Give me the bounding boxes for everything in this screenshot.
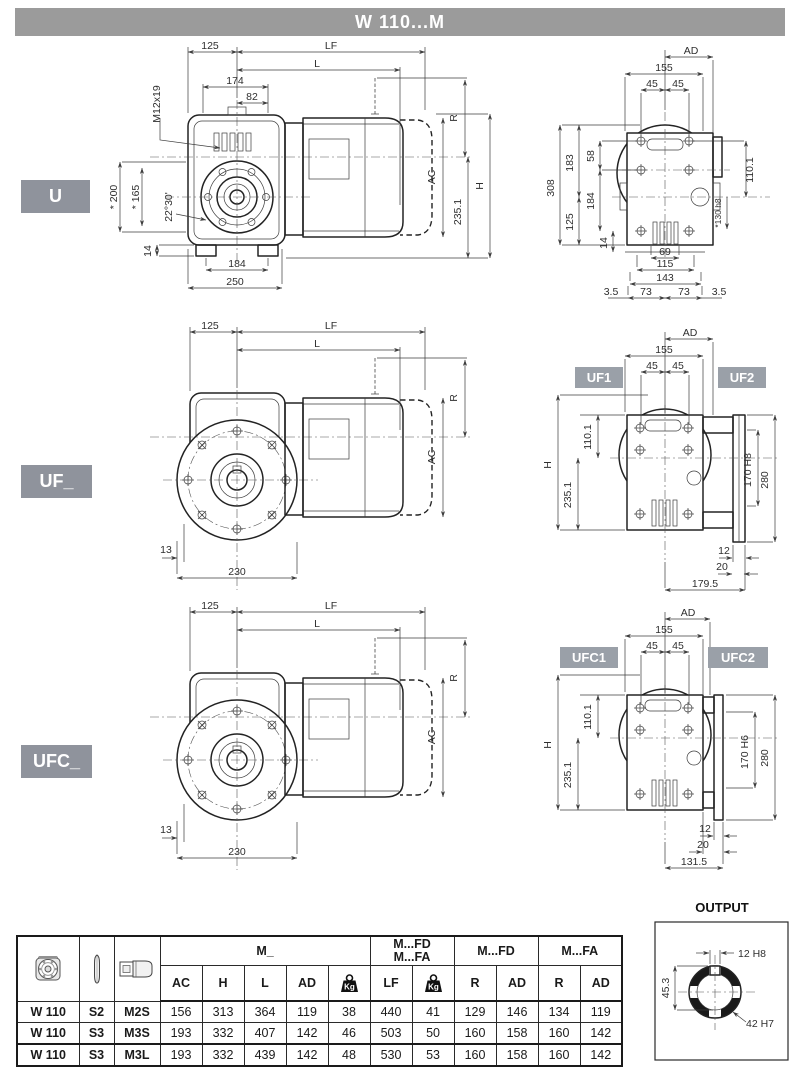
svg-text:155: 155 <box>655 624 673 636</box>
svg-text:170 H6: 170 H6 <box>739 735 751 769</box>
cell: 129 <box>454 1001 496 1023</box>
svg-text:174: 174 <box>226 75 244 87</box>
cell: 364 <box>244 1001 286 1023</box>
svg-text:115: 115 <box>656 258 674 270</box>
svg-text:AC: AC <box>426 169 438 185</box>
svg-text:LF: LF <box>324 320 338 332</box>
table-group-header-row <box>17 936 622 966</box>
group-header-mfa: M...FA <box>538 936 622 966</box>
svg-text:125: 125 <box>564 213 576 231</box>
cell: S3 <box>79 1044 114 1066</box>
svg-text:45: 45 <box>646 78 658 90</box>
gearbox-icon <box>17 936 79 1001</box>
svg-text:H: H <box>542 741 554 749</box>
svg-text:131.5: 131.5 <box>680 856 708 868</box>
col-ad2: AD <box>496 966 538 1002</box>
cell: 142 <box>286 1023 328 1045</box>
svg-text:45: 45 <box>672 78 684 90</box>
svg-text:R: R <box>448 114 460 122</box>
svg-text:20: 20 <box>697 839 709 851</box>
svg-text:230: 230 <box>228 566 246 578</box>
svg-text:AC: AC <box>426 729 438 745</box>
svg-text:H: H <box>542 461 554 469</box>
output-shaft-detail <box>630 895 800 1075</box>
svg-text:308: 308 <box>545 179 557 197</box>
svg-text:230: 230 <box>228 846 246 858</box>
svg-text:125: 125 <box>201 40 219 52</box>
col-r2: R <box>538 966 580 1002</box>
cell: 41 <box>412 1001 454 1023</box>
svg-text:155: 155 <box>655 62 673 74</box>
cell: 142 <box>580 1044 622 1066</box>
motor-side-view <box>285 78 432 237</box>
svg-text:235.1: 235.1 <box>452 198 464 226</box>
svg-text:R: R <box>448 394 460 402</box>
cell: 38 <box>328 1001 370 1023</box>
cell: 119 <box>286 1001 328 1023</box>
cell: 332 <box>202 1023 244 1045</box>
svg-text:183: 183 <box>564 154 576 172</box>
svg-text:LF: LF <box>324 40 338 52</box>
group-header-mfd: M...FD <box>454 936 538 966</box>
svg-text:143: 143 <box>656 272 674 284</box>
svg-text:184: 184 <box>585 192 597 210</box>
cell: 407 <box>244 1023 286 1045</box>
cell: W 110 <box>17 1001 79 1023</box>
cell: 160 <box>538 1023 580 1045</box>
col-l: L <box>244 966 286 1002</box>
u-side-dimensions <box>108 40 490 288</box>
svg-text:110.1: 110.1 <box>582 424 594 450</box>
cell: S2 <box>79 1001 114 1023</box>
cell: M3L <box>114 1044 160 1066</box>
svg-text:LF: LF <box>324 600 338 612</box>
svg-text:184: 184 <box>228 258 246 270</box>
svg-text:45: 45 <box>672 360 684 372</box>
section-label-ufc: UFC_ <box>21 745 92 778</box>
cell: 160 <box>538 1044 580 1066</box>
svg-text:* 200: * 200 <box>108 184 120 210</box>
worm-shaft-icon <box>79 936 114 1001</box>
motor-icon <box>114 936 160 1001</box>
col-ad3: AD <box>580 966 622 1002</box>
cell: M3S <box>114 1023 160 1045</box>
cell: 53 <box>412 1044 454 1066</box>
group-header-mfd-line: M...FD <box>393 937 431 951</box>
dimension-table <box>16 935 623 1067</box>
section-label-uf: UF_ <box>21 465 92 498</box>
cell: 156 <box>160 1001 202 1023</box>
cell: 158 <box>496 1023 538 1045</box>
svg-text:58: 58 <box>585 150 597 162</box>
group-header-mfa-line: M...FA <box>393 950 431 964</box>
svg-text:Kg: Kg <box>427 982 439 991</box>
tag-ufc1: UFC1 <box>560 647 618 668</box>
group-header-mfd-mfa <box>370 936 454 966</box>
group-header-m: M_ <box>160 936 370 966</box>
weight-kg-icon <box>328 966 370 1002</box>
svg-text:155: 155 <box>655 344 673 356</box>
svg-text:AC: AC <box>426 449 438 465</box>
col-lf: LF <box>370 966 412 1002</box>
table-row <box>17 1044 622 1066</box>
svg-text:12 H8: 12 H8 <box>738 948 767 960</box>
u-version-drawing <box>0 38 800 312</box>
cell: 46 <box>328 1023 370 1045</box>
svg-text:45.3: 45.3 <box>660 977 672 999</box>
svg-text:250: 250 <box>226 276 244 288</box>
page-title: W 110...M <box>15 8 785 36</box>
svg-text:AD: AD <box>682 327 698 339</box>
col-h: H <box>202 966 244 1002</box>
cell: 142 <box>580 1023 622 1045</box>
svg-text:170 H8: 170 H8 <box>742 453 754 487</box>
cell: 332 <box>202 1044 244 1066</box>
table-row <box>17 1001 622 1023</box>
svg-text:110.1: 110.1 <box>582 704 594 730</box>
svg-text:280: 280 <box>759 471 771 489</box>
cell: 119 <box>580 1001 622 1023</box>
svg-text:45: 45 <box>646 360 658 372</box>
cell: 313 <box>202 1001 244 1023</box>
svg-text:3.5: 3.5 <box>711 286 727 298</box>
svg-text:280: 280 <box>759 749 771 767</box>
svg-text:14: 14 <box>598 237 610 249</box>
cell: 160 <box>454 1023 496 1045</box>
table-row <box>17 1023 622 1045</box>
gearbox-front-view-uf <box>610 405 780 560</box>
output-title: OUTPUT <box>695 899 749 915</box>
cell: 503 <box>370 1023 412 1045</box>
cell: 530 <box>370 1044 412 1066</box>
svg-text:13: 13 <box>160 824 172 836</box>
cell: 158 <box>496 1044 538 1066</box>
cell: 134 <box>538 1001 580 1023</box>
svg-text:125: 125 <box>201 600 219 612</box>
svg-text:L: L <box>314 338 320 350</box>
svg-text:12: 12 <box>699 823 711 835</box>
svg-text:L: L <box>314 618 320 630</box>
gearbox-front-view-ufc <box>610 685 780 840</box>
cell: 48 <box>328 1044 370 1066</box>
svg-text:235.1: 235.1 <box>562 481 574 509</box>
svg-text:45: 45 <box>672 640 684 652</box>
svg-text:20: 20 <box>716 561 728 573</box>
cell: 440 <box>370 1001 412 1023</box>
cell: W 110 <box>17 1044 79 1066</box>
svg-text:M12x19: M12x19 <box>151 85 163 123</box>
cell: S3 <box>79 1023 114 1045</box>
svg-text:13: 13 <box>160 544 172 556</box>
cell: 50 <box>412 1023 454 1045</box>
uf-version-drawing <box>0 318 800 600</box>
tag-uf1: UF1 <box>575 367 623 388</box>
cell: W 110 <box>17 1023 79 1045</box>
col-ad: AD <box>286 966 328 1002</box>
svg-text:69: 69 <box>659 246 671 258</box>
tag-ufc2: UFC2 <box>708 647 768 668</box>
svg-text:L: L <box>314 58 320 70</box>
cell: 193 <box>160 1044 202 1066</box>
svg-text:14: 14 <box>142 245 154 257</box>
tag-uf2: UF2 <box>718 367 766 388</box>
cell: 193 <box>160 1023 202 1045</box>
cell: 142 <box>286 1044 328 1066</box>
svg-text:22°30': 22°30' <box>163 192 175 222</box>
cell: 439 <box>244 1044 286 1066</box>
svg-text:H: H <box>474 182 486 190</box>
weight-kg-icon <box>412 966 454 1002</box>
col-r1: R <box>454 966 496 1002</box>
svg-text:AD: AD <box>680 607 696 619</box>
svg-text:110.1: 110.1 <box>744 157 756 183</box>
col-ac: AC <box>160 966 202 1002</box>
svg-text:3.5: 3.5 <box>603 286 619 298</box>
cell: 146 <box>496 1001 538 1023</box>
svg-text:235.1: 235.1 <box>562 761 574 789</box>
cell: 160 <box>454 1044 496 1066</box>
svg-text:179.5: 179.5 <box>691 578 719 590</box>
svg-text:42 H7: 42 H7 <box>746 1018 775 1030</box>
gearbox-flange-side-view <box>150 390 472 590</box>
svg-text:R: R <box>448 674 460 682</box>
svg-text:*130 h8: *130 h8 <box>713 198 723 228</box>
svg-text:73: 73 <box>678 286 690 298</box>
svg-text:125: 125 <box>201 320 219 332</box>
cell: M2S <box>114 1001 160 1023</box>
svg-text:* 165: * 165 <box>130 184 142 210</box>
svg-text:45: 45 <box>646 640 658 652</box>
svg-text:Kg: Kg <box>343 982 355 991</box>
ufc-version-drawing <box>0 600 800 885</box>
svg-text:73: 73 <box>640 286 652 298</box>
svg-text:AD: AD <box>683 45 699 57</box>
section-label-u: U <box>21 180 90 213</box>
svg-text:12: 12 <box>718 545 730 557</box>
svg-text:82: 82 <box>246 91 258 103</box>
